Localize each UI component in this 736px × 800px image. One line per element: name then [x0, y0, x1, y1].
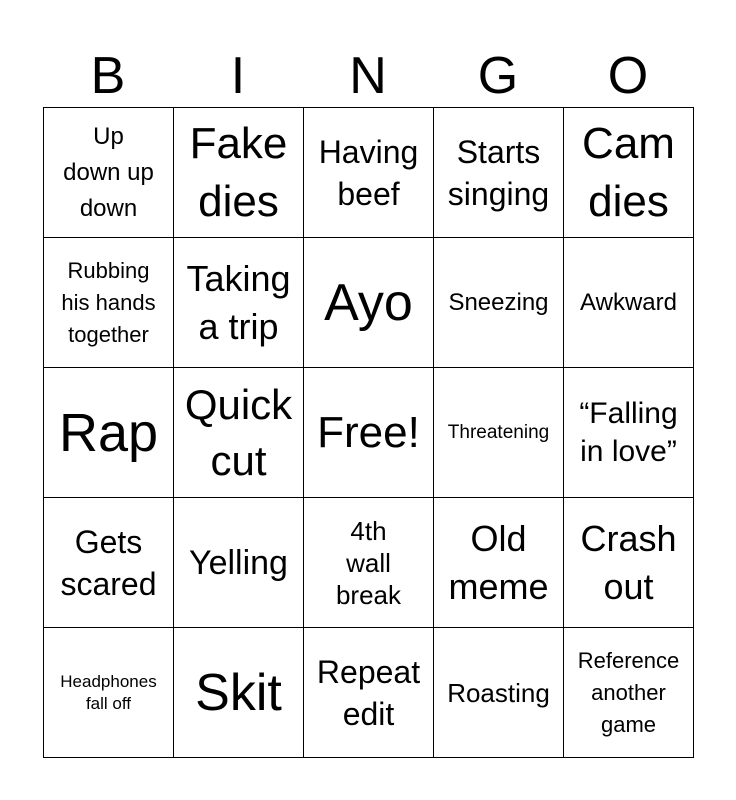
bingo-cell[interactable]: [304, 238, 434, 368]
cell-text: Old meme: [448, 517, 549, 607]
bingo-cell[interactable]: [564, 498, 694, 628]
cell-text: Fake dies: [189, 118, 288, 226]
cell-text: Repeat edit: [316, 653, 421, 732]
bingo-cell[interactable]: [44, 498, 174, 628]
bingo-cell[interactable]: [564, 238, 694, 368]
bingo-cell[interactable]: [174, 628, 304, 758]
cell-text: Gets scared: [60, 523, 157, 602]
bingo-cell[interactable]: [174, 108, 304, 238]
cell-text: Crash out: [580, 517, 677, 607]
cell-text: Reference another game: [577, 647, 680, 737]
header-letter-b: B: [90, 47, 126, 105]
cell-text: Skit: [195, 663, 282, 722]
bingo-cell[interactable]: [304, 108, 434, 238]
cell-text: Sneezing: [448, 288, 549, 316]
cell-text: Yelling: [189, 543, 288, 582]
bingo-cell[interactable]: [174, 238, 304, 368]
header-letter-g: G: [477, 47, 519, 105]
bingo-cell[interactable]: [304, 368, 434, 498]
bingo-cell[interactable]: [44, 238, 174, 368]
bingo-cell[interactable]: [304, 498, 434, 628]
bingo-cell[interactable]: [564, 628, 694, 758]
bingo-cell[interactable]: [434, 368, 564, 498]
bingo-cell[interactable]: [44, 108, 174, 238]
bingo-cell[interactable]: [434, 238, 564, 368]
cell-text: Rubbing his hands together: [61, 257, 156, 347]
bingo-cell[interactable]: [564, 368, 694, 498]
cell-text: Starts singing: [447, 133, 550, 212]
cell-text: 4th wall break: [335, 515, 402, 610]
cell-text: Threatening: [447, 421, 550, 443]
cell-text: Roasting: [447, 677, 550, 708]
cell-text: Having beef: [318, 133, 419, 212]
bingo-cell[interactable]: [564, 108, 694, 238]
cell-text: Headphones fall off: [60, 671, 157, 713]
cell-text: Up down up down: [63, 122, 154, 222]
cell-text: “Falling in love”: [579, 396, 678, 468]
cell-text: Quick cut: [184, 380, 293, 484]
header-letter-n: N: [349, 47, 387, 105]
bingo-cell[interactable]: [44, 628, 174, 758]
bingo-cell[interactable]: [434, 108, 564, 238]
bingo-cell[interactable]: [44, 368, 174, 498]
bingo-grid: [43, 107, 694, 758]
cell-text: Ayo: [324, 273, 413, 332]
bingo-header: [43, 44, 693, 108]
bingo-cell[interactable]: [174, 498, 304, 628]
bingo-cell[interactable]: [304, 628, 434, 758]
bingo-cell[interactable]: [434, 498, 564, 628]
cell-text: Rap: [58, 402, 159, 463]
bingo-cell[interactable]: [174, 368, 304, 498]
cell-text: Awkward: [580, 288, 677, 316]
header-letter-i: I: [230, 47, 246, 105]
bingo-cell[interactable]: [434, 628, 564, 758]
header-letter-o: O: [607, 47, 649, 105]
cell-text: Taking a trip: [186, 257, 291, 347]
cell-text: Free!: [317, 407, 420, 457]
cell-text: Cam dies: [582, 118, 675, 226]
